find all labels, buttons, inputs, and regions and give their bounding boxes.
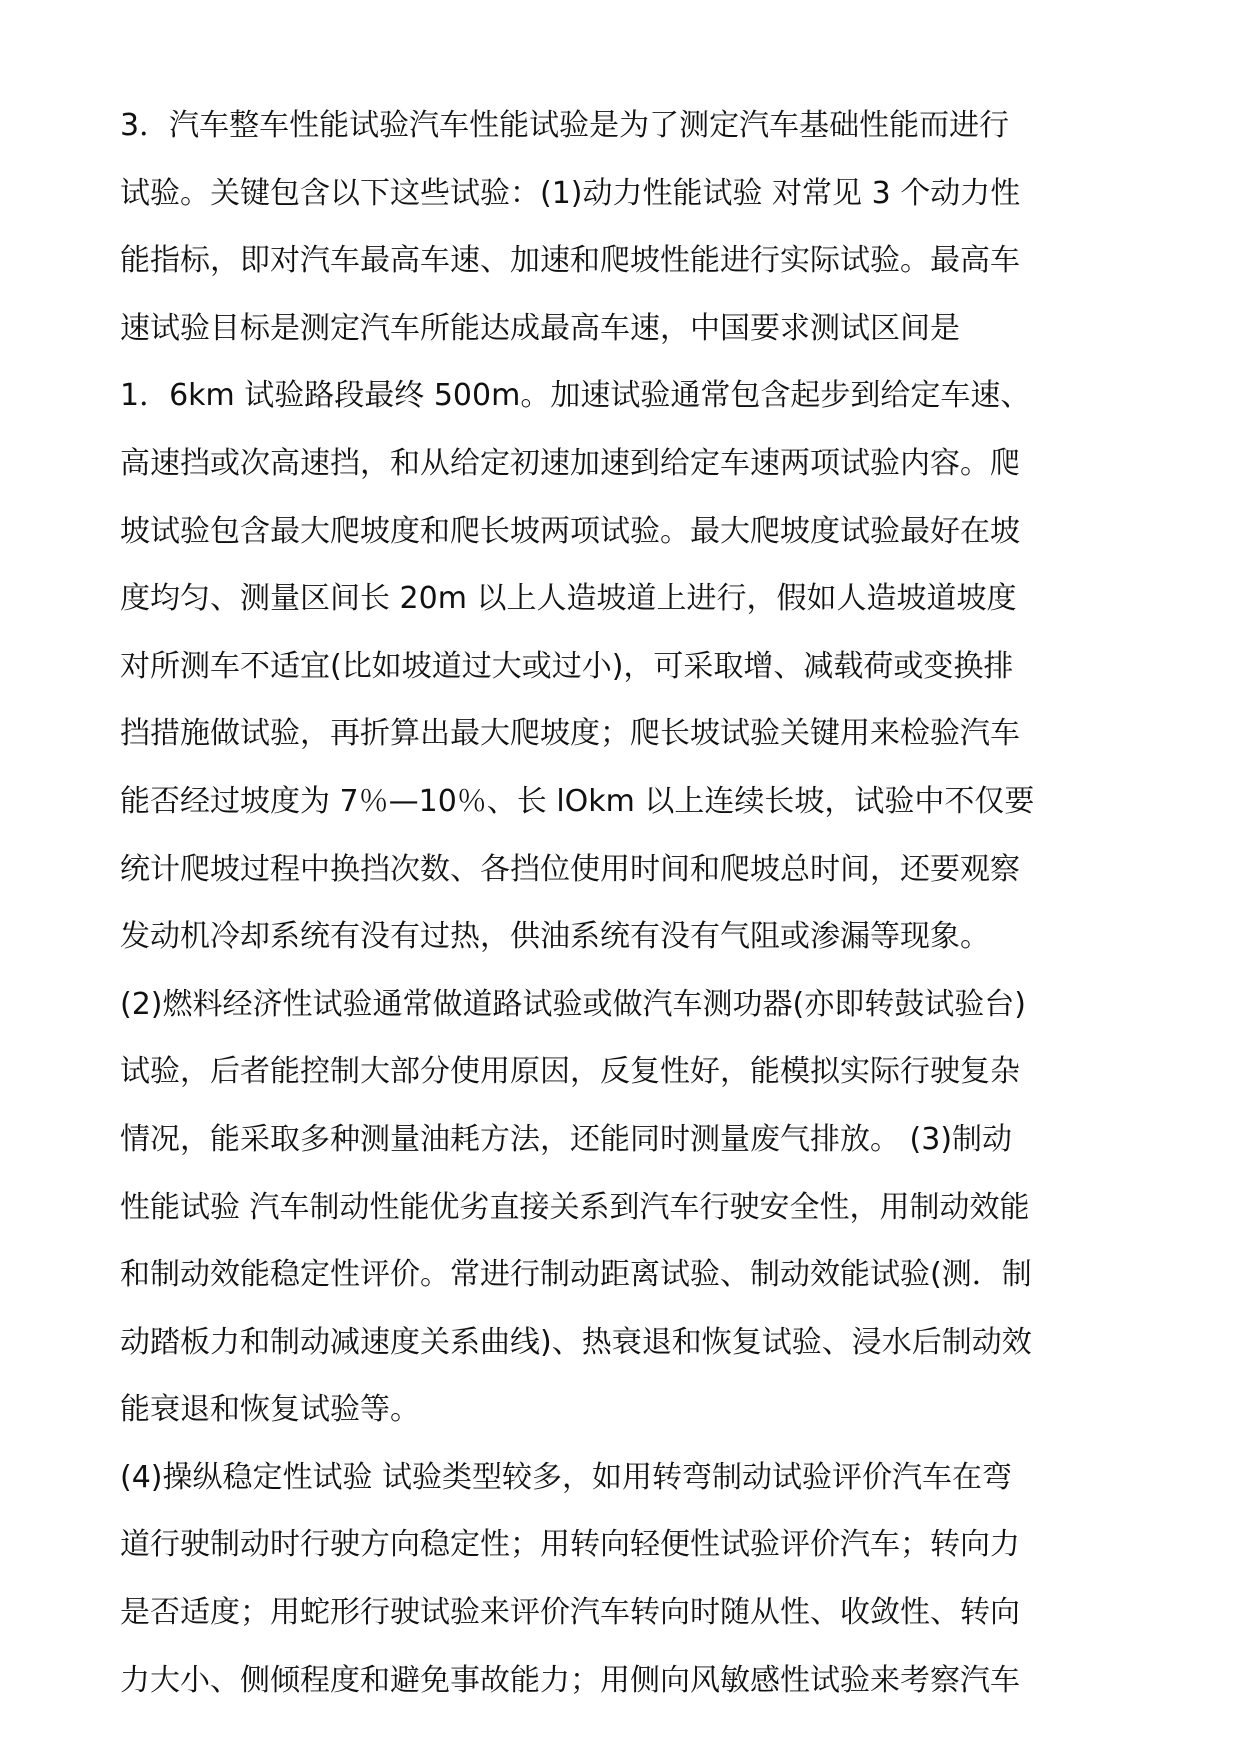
text-line: 动踏板力和制动减速度关系曲线)、热衰退和恢复试验、浸水后制动效 [120, 1324, 1032, 1360]
text-line: (2)燃料经济性试验通常做道路试验或做汽车测功器(亦即转鼓试验台) [120, 986, 1026, 1022]
text-line: 1．6km 试验路段最终 500m。加速试验通常包含起步到给定车速、 [120, 378, 1031, 414]
text-line: 是否适度；用蛇形行驶试验来评价汽车转向时随从性、收敛性、转向 [120, 1595, 1020, 1631]
document-body [120, 92, 1135, 1714]
text-line: 统计爬坡过程中换挡次数、各挡位使用时间和爬坡总时间，还要观察 [120, 851, 1020, 887]
text-line: 挡措施做试验，再折算出最大爬坡度；爬长坡试验关键用来检验汽车 [120, 716, 1020, 752]
text-line: 速试验目标是测定汽车所能达成最高车速，中国要求测试区间是 [120, 310, 960, 346]
text-line: 对所测车不适宜(比如坡道过大或过小)，可采取增、减载荷或变换排 [120, 648, 1014, 684]
text-line: 能衰退和恢复试验等。 [120, 1392, 420, 1428]
text-line: 3．汽车整车性能试验汽车性能试验是为了测定汽车基础性能而进行 [120, 108, 1010, 143]
text-line: 坡试验包含最大爬坡度和爬长坡两项试验。最大爬坡度试验最好在坡 [120, 513, 1020, 549]
text-line: 试验。关键包含以下这些试验：(1)动力性能试验 对常见 3 个动力性 [120, 175, 1021, 211]
text-line: 和制动效能稳定性评价。常进行制动距离试验、制动效能试验(测．制 [120, 1257, 1032, 1293]
text-line: 力大小、侧倾程度和避免事故能力；用侧向风敏感性试验来考察汽车 [120, 1662, 1020, 1698]
text-line: 能否经过坡度为 7％—10％、长 lOkm 以上连续长坡，试验中不仅要 [120, 783, 1035, 819]
text-line: 能指标，即对汽车最高车速、加速和爬坡性能进行实际试验。最高车 [120, 243, 1020, 279]
text-line: 道行驶制动时行驶方向稳定性；用转向轻便性试验评价汽车；转向力 [120, 1527, 1020, 1563]
text-line: 度均匀、测量区间长 20m 以上人造坡道上进行，假如人造坡道坡度 [120, 581, 1017, 617]
text-line: 高速挡或次高速挡，和从给定初速加速到给定车速两项试验内容。爬 [120, 445, 1020, 481]
text-line: 性能试验 汽车制动性能优劣直接关系到汽车行驶安全性，用制动效能 [120, 1189, 1030, 1225]
text-line: 情况，能采取多种测量油耗方法，还能同时测量废气排放。 (3)制动 [120, 1121, 1013, 1157]
text-line: 试验，后者能控制大部分使用原因，反复性好，能模拟实际行驶复杂 [120, 1054, 1020, 1090]
text-line: (4)操纵稳定性试验 试验类型较多，如用转弯制动试验评价汽车在弯 [120, 1459, 1013, 1495]
text-line: 发动机冷却系统有没有过热，供油系统有没有气阻或渗漏等现象。 [120, 919, 990, 955]
